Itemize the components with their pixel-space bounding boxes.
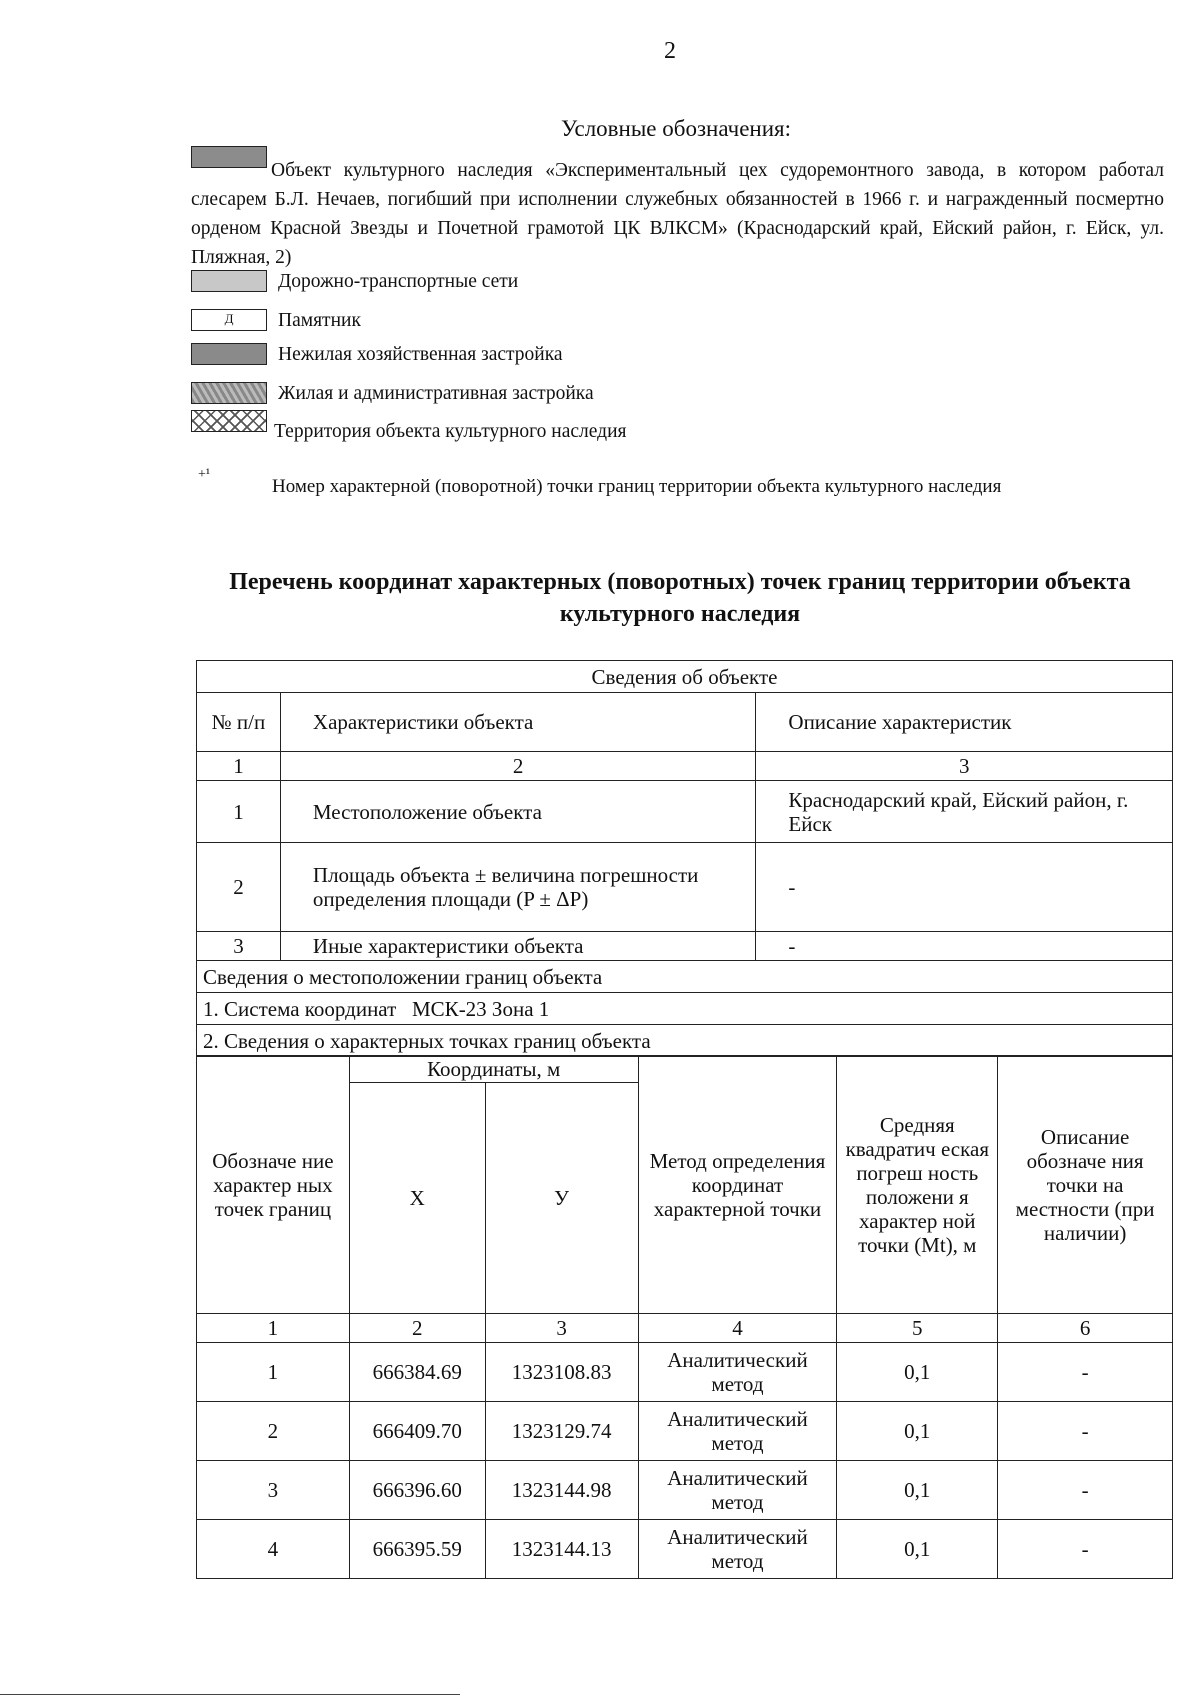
col-number: 2 <box>349 1314 485 1343</box>
legend-roads: Дорожно-транспортные сети <box>278 271 519 292</box>
coordinate-system: 1. Система координат МСК-23 Зона 1 <box>197 993 1173 1025</box>
table-row <box>197 1402 1173 1461</box>
row-value: Краснодарский край, Ейский район, г. Ейск <box>756 781 1173 843</box>
point-x: 666396.60 <box>349 1461 485 1520</box>
point-x: 666384.69 <box>349 1343 485 1402</box>
header-method: Метод определения координат характерной точки <box>638 1056 837 1314</box>
point-method: Аналитический метод <box>638 1461 837 1520</box>
point-mt: 0,1 <box>837 1461 998 1520</box>
monument-swatch: Д <box>191 309 267 331</box>
points-section: 2. Сведения о характерных точках границ объекта <box>197 1025 1173 1057</box>
page-number: 2 <box>664 38 676 64</box>
point-n: 3 <box>197 1461 350 1520</box>
row-number: 1 <box>197 781 281 843</box>
point-n: 1 <box>197 1343 350 1402</box>
point-n: 4 <box>197 1520 350 1579</box>
legend-monument: Памятник <box>278 310 361 331</box>
point-desc: - <box>998 1402 1173 1461</box>
table-row <box>197 1461 1173 1520</box>
legend-residential: Жилая и административная застройка <box>278 383 594 404</box>
point-desc: - <box>998 1520 1173 1579</box>
point-marker-icon: +¹ <box>198 467 211 482</box>
row-number: 2 <box>197 843 281 932</box>
point-desc: - <box>998 1343 1173 1402</box>
col-number: 1 <box>197 752 281 781</box>
point-mt: 0,1 <box>837 1343 998 1402</box>
legend-territory: Территория объекта культурного наследия <box>274 421 627 442</box>
point-y: 1323129.74 <box>485 1402 638 1461</box>
col-number: 6 <box>998 1314 1173 1343</box>
point-mt: 0,1 <box>837 1402 998 1461</box>
point-method: Аналитический метод <box>638 1343 837 1402</box>
point-method: Аналитический метод <box>638 1402 837 1461</box>
boundaries-section: Сведения о местоположении границ объекта <box>197 961 1173 993</box>
row-value: - <box>756 843 1173 932</box>
header-characteristics: Характеристики объекта <box>280 693 756 752</box>
point-x: 666409.70 <box>349 1402 485 1461</box>
header-point-description: Описание обозначе ния точки на местности (при наличии) <box>998 1056 1173 1314</box>
col-number: 3 <box>485 1314 638 1343</box>
table-row <box>197 932 1173 961</box>
header-coordinates: Координаты, м <box>349 1056 638 1083</box>
col-number: 2 <box>280 752 756 781</box>
legend-title: Условные обозначения: <box>560 116 792 141</box>
col-number: 4 <box>638 1314 837 1343</box>
col-number: 3 <box>756 752 1173 781</box>
row-name: Площадь объекта ± величина погрешности определения площади (P ± ΔP) <box>280 843 756 932</box>
header-x: X <box>349 1083 485 1314</box>
row-name: Иные характеристики объекта <box>280 932 756 961</box>
row-name: Местоположение объекта <box>280 781 756 843</box>
point-method: Аналитический метод <box>638 1520 837 1579</box>
points-table <box>196 1055 1173 1579</box>
page-bottom-line <box>0 1694 460 1695</box>
point-y: 1323144.13 <box>485 1520 638 1579</box>
residential-swatch <box>191 382 267 404</box>
header-y: У <box>485 1083 638 1314</box>
table-row <box>197 843 1173 932</box>
table-row <box>197 1343 1173 1402</box>
legend-nonresidential: Нежилая хозяйственная застройка <box>278 344 563 365</box>
heritage-object-label: Объект культурного наследия «Экспериментальный цех судоремонтного завода, в котором работал слесарем Б.Л. Нечаев, погибший при исполнении служебных обязанностей в 1966 г. и награжденный посмертно орденом Красной Звезды и Почетной грамотой ЦК ВЛКСМ» (Краснодарский край, Ейский район, г. Ейск, ул. Пляжная, 2) <box>191 160 1164 268</box>
point-n: 2 <box>197 1402 350 1461</box>
legend-point-number: Номер характерной (поворотной) точки границ территории объекта культурного наследия <box>272 476 1002 497</box>
header-description: Описание характеристик <box>756 693 1173 752</box>
point-y: 1323108.83 <box>485 1343 638 1402</box>
col-number: 5 <box>837 1314 998 1343</box>
point-y: 1323144.98 <box>485 1461 638 1520</box>
object-info-table <box>196 660 1173 1057</box>
coordinates-heading: Перечень координат характерных (поворотных) точек границ территории объекта культурного наследия <box>229 569 1131 627</box>
nonresidential-swatch <box>191 343 267 365</box>
table-title: Сведения об объекте <box>197 661 1173 693</box>
header-designation: Обозначе ние характер ных точек границ <box>197 1056 350 1314</box>
table-row <box>197 781 1173 843</box>
territory-swatch <box>191 410 267 432</box>
header-error: Средняя квадратич еская погреш ность положени я характер ной точки (Mt), м <box>837 1056 998 1314</box>
point-x: 666395.59 <box>349 1520 485 1579</box>
point-mt: 0,1 <box>837 1520 998 1579</box>
roads-swatch <box>191 270 267 292</box>
row-number: 3 <box>197 932 281 961</box>
header-number: № п/п <box>197 693 281 752</box>
table-row <box>197 1520 1173 1579</box>
point-desc: - <box>998 1461 1173 1520</box>
row-value: - <box>756 932 1173 961</box>
col-number: 1 <box>197 1314 350 1343</box>
